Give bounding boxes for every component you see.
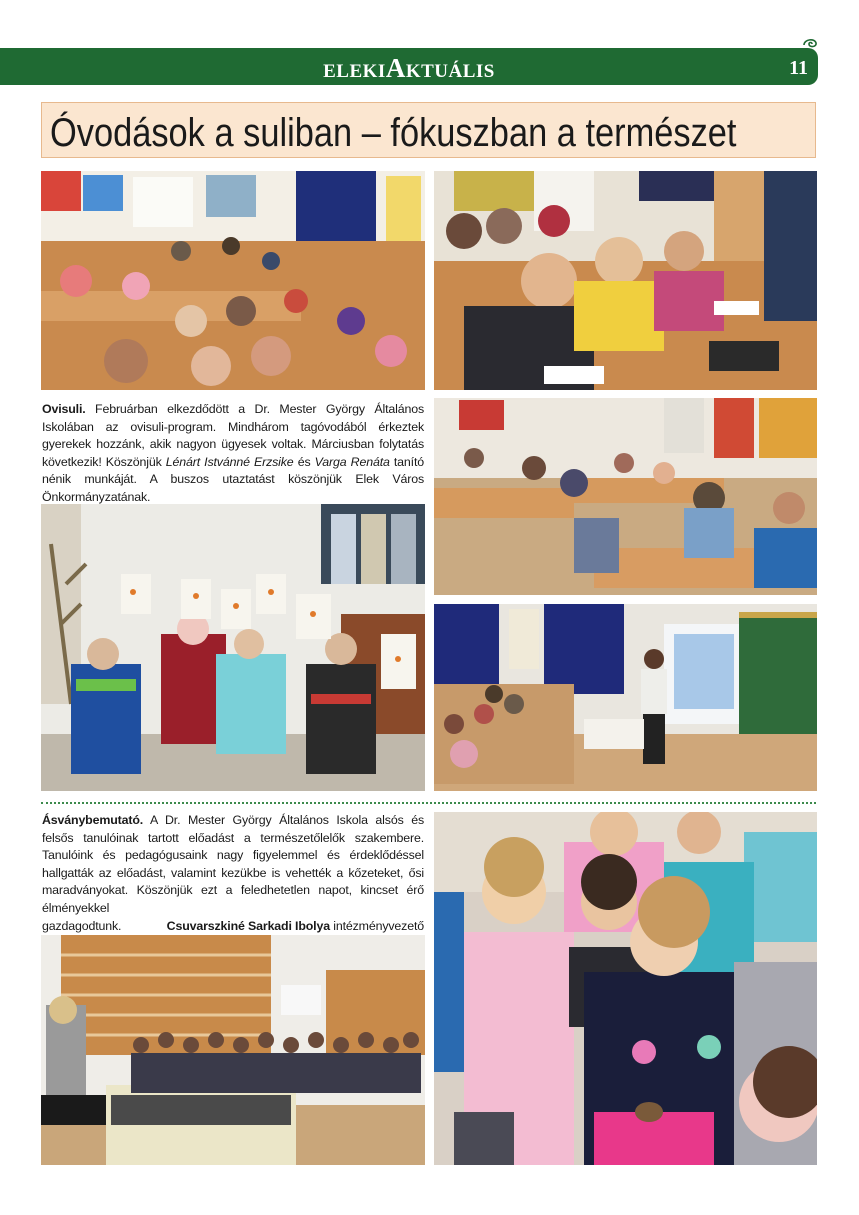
teacher-name-2: Varga Renáta xyxy=(314,454,390,469)
asvany-last-word: gazdagodtunk. xyxy=(42,918,122,933)
ovisuli-and: és xyxy=(293,454,315,469)
asvany-paragraph xyxy=(42,812,424,935)
title-initial: A xyxy=(385,53,406,83)
asvany-lead: Ásványbemutató. xyxy=(42,813,144,827)
signature-line xyxy=(42,918,424,936)
photo-classroom-children xyxy=(41,171,425,390)
photo-girls-at-desk xyxy=(434,171,817,390)
ovisuli-lead: Ovisuli. xyxy=(42,402,86,416)
photo-children-with-masks xyxy=(41,504,425,791)
photo-classroom-raising-hands xyxy=(434,398,817,595)
asvany-text: A Dr. Mester György Általános Iskola alsós és felsős tanulóinak tartott előadást a természetőlelők szakembere. Tanulóink és pedagógusaink nagy figyelemmel és érdeklődéssel hallgatták az előadást, valamint kezükbe is vehették a kőzeteket, ősi maradványokat. Köszönjük ezt a feledhetetlen napot, kincset érő élményekkel xyxy=(42,813,424,915)
ovisuli-text-1: Februárban elkezdődött a Dr. Mester György Általános Iskolában az ovisuli-program. Mindhárom tagóvodából érkeztek gyerekek hozzánk, akik nagyon ügyesek voltak. Márciusban folytatás következik! Köszönjük xyxy=(42,402,424,469)
signature-role: intézményvezető xyxy=(329,918,424,933)
section-divider xyxy=(41,802,816,804)
photo-teacher-at-board xyxy=(434,604,817,791)
photo-children-holding-minerals xyxy=(434,812,817,1165)
title-rest: KTUÁLIS xyxy=(405,61,495,82)
ovisuli-text-2: tanító nénik munkáját. A buszos utaztatást köszönjük Elek Város Önkormányzatának. xyxy=(42,454,424,504)
article-title-box xyxy=(41,102,816,158)
title-prefix: ELEKI xyxy=(323,61,386,82)
signature-name: Csuvarszkiné Sarkadi Ibolya xyxy=(166,918,330,933)
ovisuli-paragraph xyxy=(42,401,424,507)
teacher-name-1: Lénárt Istvánné Erzsike xyxy=(165,454,294,469)
signature xyxy=(167,918,424,936)
magazine-title xyxy=(0,48,818,85)
article-title: Óvodások a suliban – fókuszban a természet xyxy=(50,111,737,155)
photo-mineral-presentation-gym xyxy=(41,935,425,1165)
header-bar xyxy=(0,48,818,85)
page-number: 11 xyxy=(789,57,808,79)
